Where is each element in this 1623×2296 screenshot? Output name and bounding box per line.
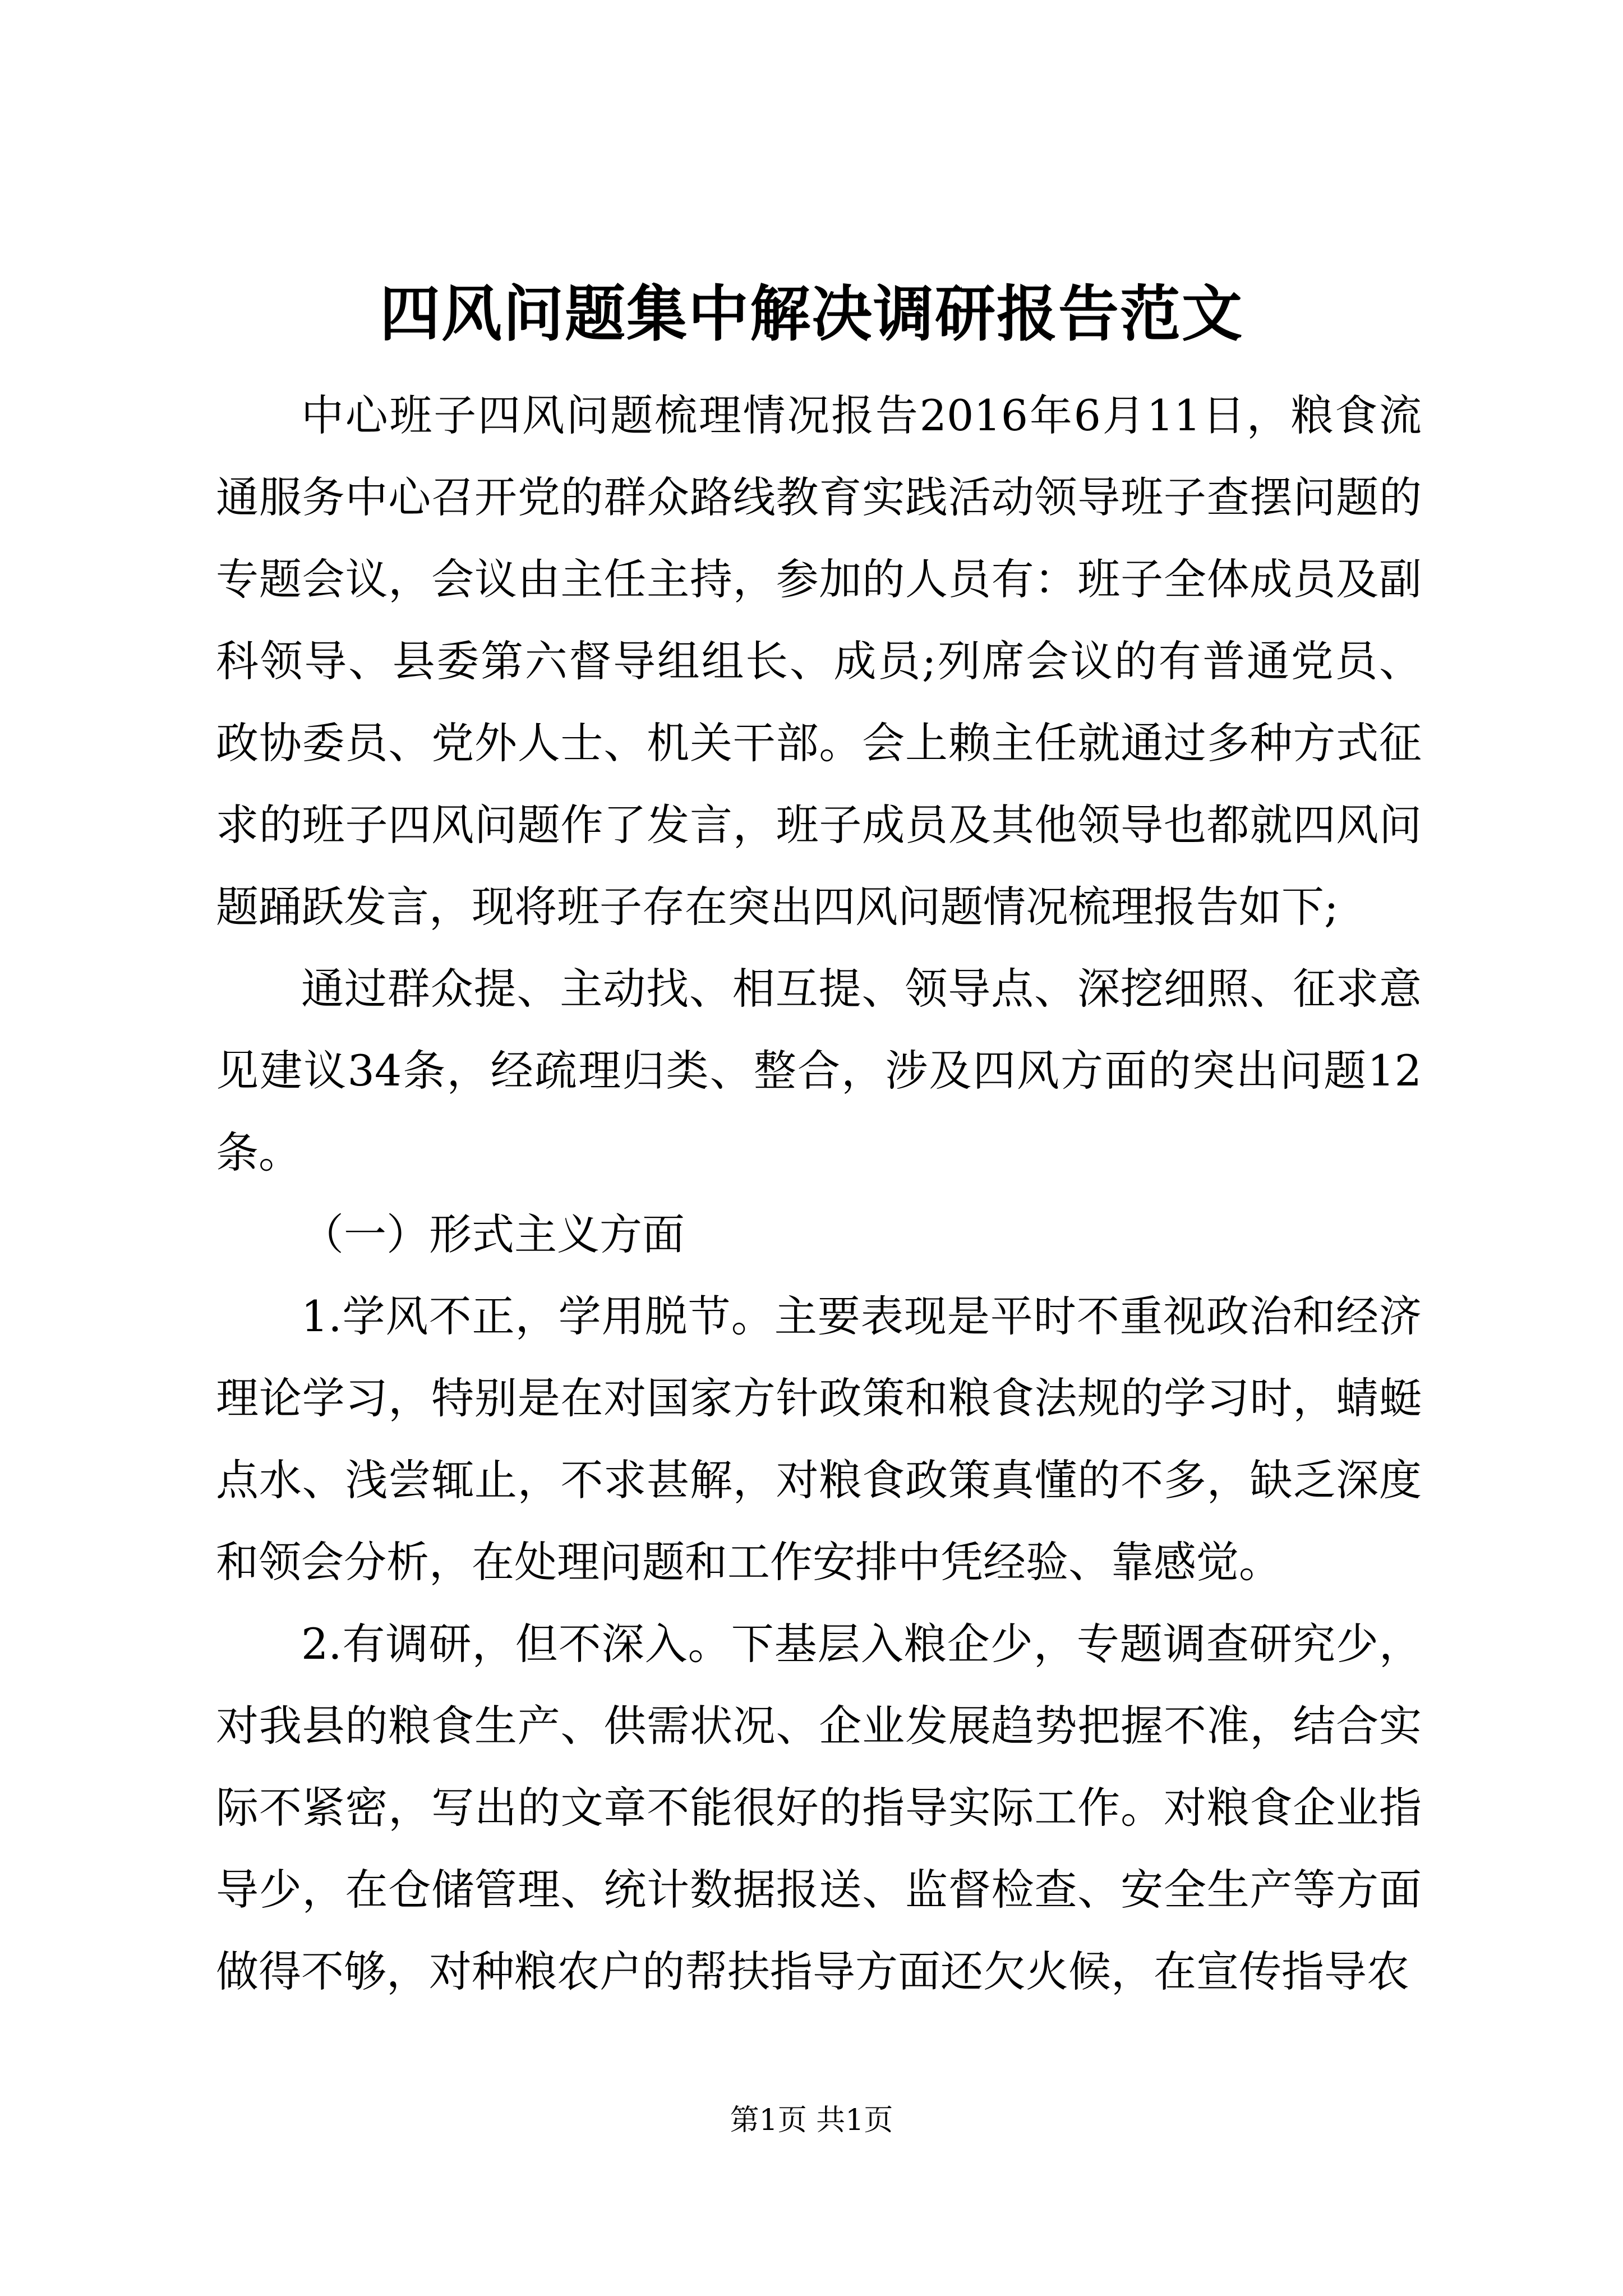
paragraph-item-2: 2.有调研，但不深入。下基层入粮企少，专题调查研究少，对我县的粮食生产、供需状况、企业发展趋势把握不准，结合实际不紧密，写出的文章不能很好的指导实际工作。对粮食企业指导少，在仓储管理、统计数据报送、监督检查、安全生产等方面做得不够，对种粮农户的帮扶指导方面还欠火候，在宣传指导农 (216, 1619, 1422, 1996)
paragraph-item-1: 1.学风不正，学用脱节。主要表现是平时不重视政治和经济理论学习，特别是在对国家方针政策和粮食法规的学习时，蜻蜓点水、浅尝辄止，不求甚解，对粮食政策真懂的不多，缺乏深度和领会分析，在处理问题和工作安排中凭经验、靠感觉。 (216, 1291, 1422, 1587)
document-title: 四风问题集中解决调研报告范文 (379, 279, 1243, 349)
section-heading-formalism: （一）形式主义方面 (301, 1209, 685, 1259)
document-body (216, 375, 1422, 2013)
paragraph-summary: 通过群众提、主动找、相互提、领导点、深挖细照、征求意见建议34条，经疏理归类、整合，涉及四风方面的突出问题12条。 (216, 964, 1422, 1177)
paragraph-intro: 中心班子四风问题梳理情况报告2016年6月11日，粮食流通服务中心召开党的群众路线教育实践活动领导班子查摆问题的专题会议，会议由主任主持，参加的人员有：班子全体成员及副科领导、县委第六督导组组长、成员;列席会议的有普通党员、政协委员、党外人士、机关干部。会上赖主任就通过多种方式征求的班子四风问题作了发言，班子成员及其他领导也都就四风问题踊跃发言，现将班子存在突出四风问题情况梳理报告如下; (216, 390, 1422, 932)
page-footer: 第1页 共1页 (730, 2104, 893, 2137)
